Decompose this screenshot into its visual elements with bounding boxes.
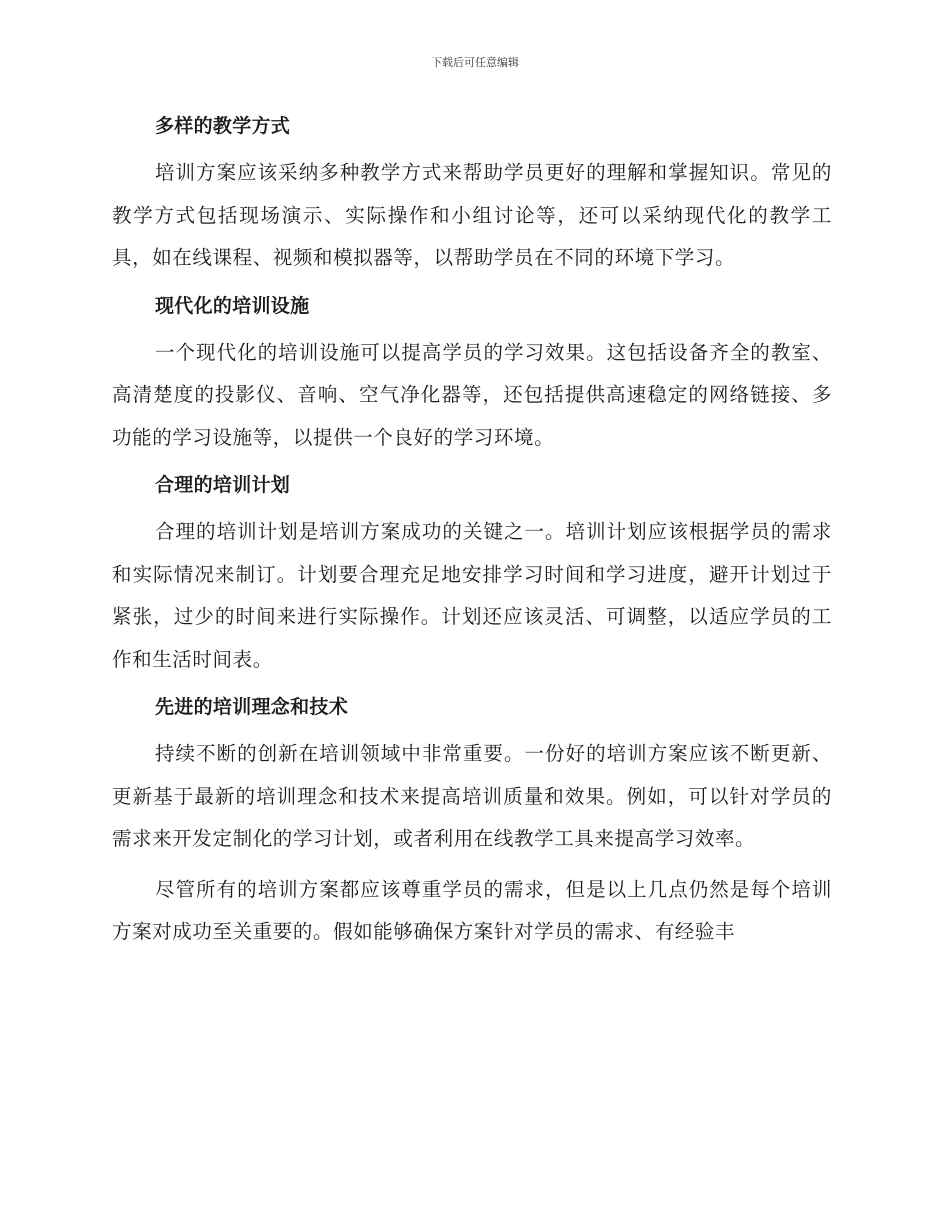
section-heading-training-plan: 合理的培训计划 (155, 474, 291, 496)
paragraph-advanced-concepts: 持续不断的创新在培训领域中非常重要。一份好的培训方案应该不断更新、更新基于最新的培训理念和技术来提高培训质量和效果。例如，可以针对学员的需求来开发定制化的学习计划，或者利用在线教学工具来提高学习效率。 (112, 742, 832, 850)
section-heading-advanced-concepts: 先进的培训理念和技术 (155, 696, 349, 718)
section-heading-teaching-methods: 多样的教学方式 (155, 115, 291, 137)
paragraph-closing: 尽管所有的培训方案都应该尊重学员的需求，但是以上几点仍然是每个培训方案对成功至关重要的。假如能够确保方案针对学员的需求、有经验丰 (112, 877, 832, 943)
document-body (112, 108, 832, 962)
section-heading-training-facilities: 现代化的培训设施 (155, 294, 310, 317)
page-header-note: 下载后可任意编辑 (431, 56, 519, 69)
paragraph-training-facilities: 一个现代化的培训设施可以提高学员的学习效果。这包括设备齐全的教室、高清楚度的投影仪、音响、空气净化器等，还包括提供高速稳定的网络链接、多功能的学习设施等，以提供一个良好的学习环境。 (112, 340, 832, 449)
paragraph-training-plan: 合理的培训计划是培训方案成功的关键之一。培训计划应该根据学员的需求和实际情况来制订。计划要合理充足地安排学习时间和学习进度，避开计划过于紧张，过少的时间来进行实际操作。计划还应该灵活、可调整，以适应学员的工作和生活时间表。 (112, 520, 832, 671)
paragraph-teaching-methods: 培训方案应该采纳多种教学方式来帮助学员更好的理解和掌握知识。常见的教学方式包括现场演示、实际操作和小组讨论等，还可以采纳现代化的教学工具，如在线课程、视频和模拟器等，以帮助学员在不同的环境下学习。 (112, 161, 832, 269)
